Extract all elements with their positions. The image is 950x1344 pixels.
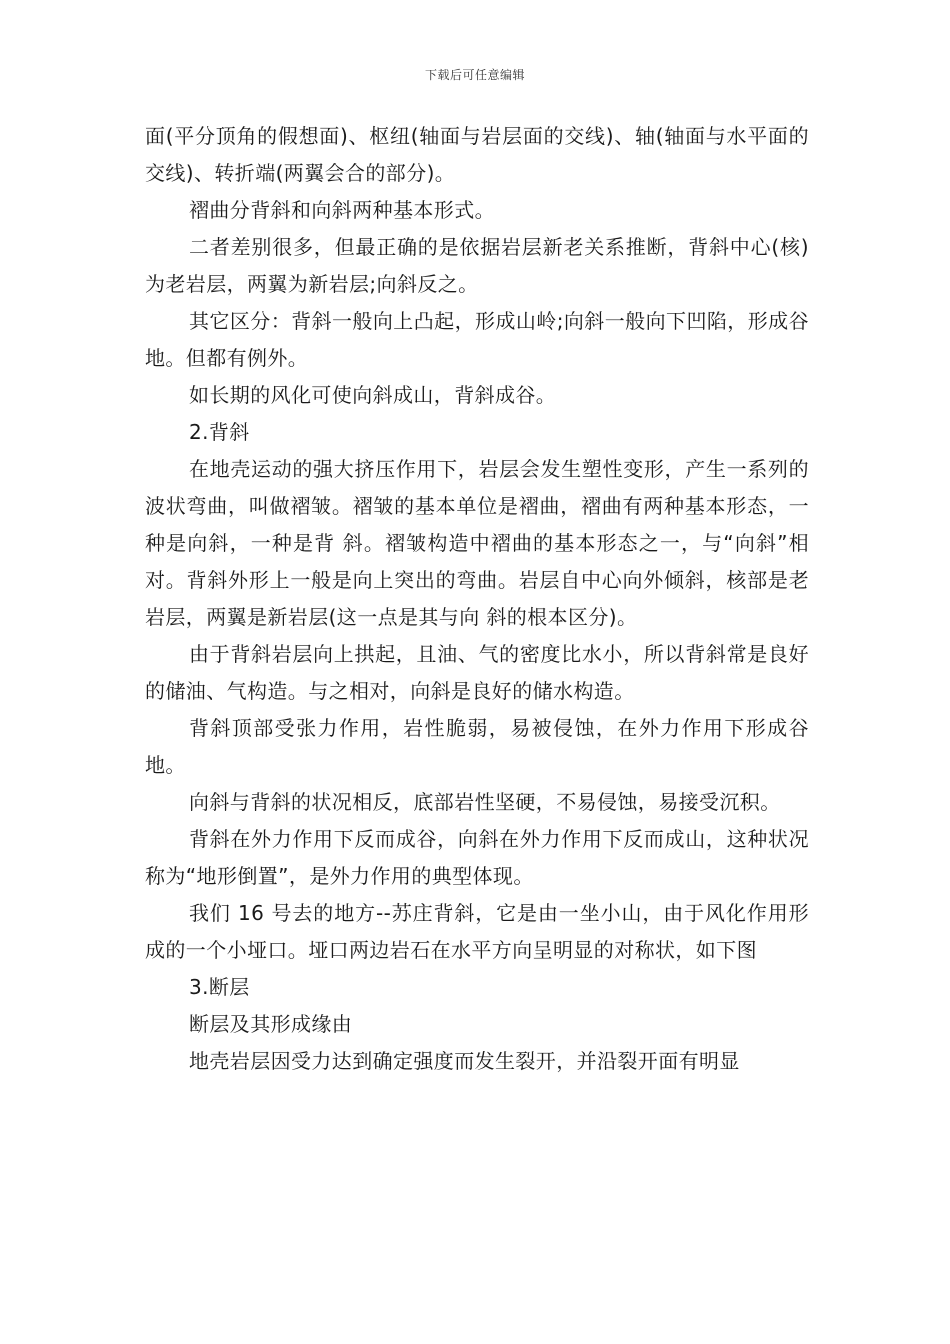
- paragraph: 背斜顶部受张力作用，岩性脆弱，易被侵蚀，在外力作用下形成谷地。: [145, 716, 809, 777]
- paragraph: 如长期的风化可使向斜成山，背斜成谷。: [189, 383, 557, 407]
- page-header: 下载后可任意编辑: [424, 68, 525, 82]
- section-heading: 2.背斜: [189, 420, 250, 444]
- paragraph: 我们 16 号去的地方--苏庄背斜，它是由一坐小山，由于风化作用形成的一个小垭口。垭口两边岩石在水平方向呈明显的对称状，如下图: [145, 901, 809, 962]
- section-heading: 3.断层: [189, 975, 250, 999]
- paragraph: 在地壳运动的强大挤压作用下，岩层会发生塑性变形，产生一系列的波状弯曲，叫做褶皱。褶皱的基本单位是褶曲，褶曲有两种基本形态，一种是向斜，一种是背 斜。褶皱构造中褶曲的基本形态之一，与“向斜”相对。背斜外形上一般是向上突出的弯曲。岩层自中心向外倾斜，核部是老岩层，两翼是新岩层(这一点是其与向 斜的根本区分)。: [145, 457, 809, 629]
- paragraph: 二者差别很多，但最正确的是依据岩层新老关系推断，背斜中心(核)为老岩层，两翼为新岩层;向斜反之。: [145, 235, 809, 296]
- subsection-heading: 断层及其形成缘由: [189, 1012, 353, 1036]
- paragraph: 褶曲分背斜和向斜两种基本形式。: [189, 198, 495, 222]
- paragraph: 其它区分：背斜一般向上凸起，形成山岭;向斜一般向下凹陷，形成谷地。但都有例外。: [145, 309, 809, 370]
- paragraph: 背斜在外力作用下反而成谷，向斜在外力作用下反而成山，这种状况称为“地形倒置”，是外力作用的典型体现。: [145, 827, 809, 888]
- document-body: [145, 118, 809, 1080]
- paragraph: 地壳岩层因受力达到确定强度而发生裂开，并沿裂开面有明显: [189, 1049, 740, 1073]
- paragraph: 面(平分顶角的假想面)、枢纽(轴面与岩层面的交线)、轴(轴面与水平面的交线)、转折端(两翼会合的部分)。: [145, 124, 809, 185]
- paragraph: 由于背斜岩层向上拱起，且油、气的密度比水小，所以背斜常是良好的储油、气构造。与之相对，向斜是良好的储水构造。: [145, 642, 809, 703]
- paragraph: 向斜与背斜的状况相反，底部岩性坚硬，不易侵蚀，易接受沉积。: [189, 790, 781, 814]
